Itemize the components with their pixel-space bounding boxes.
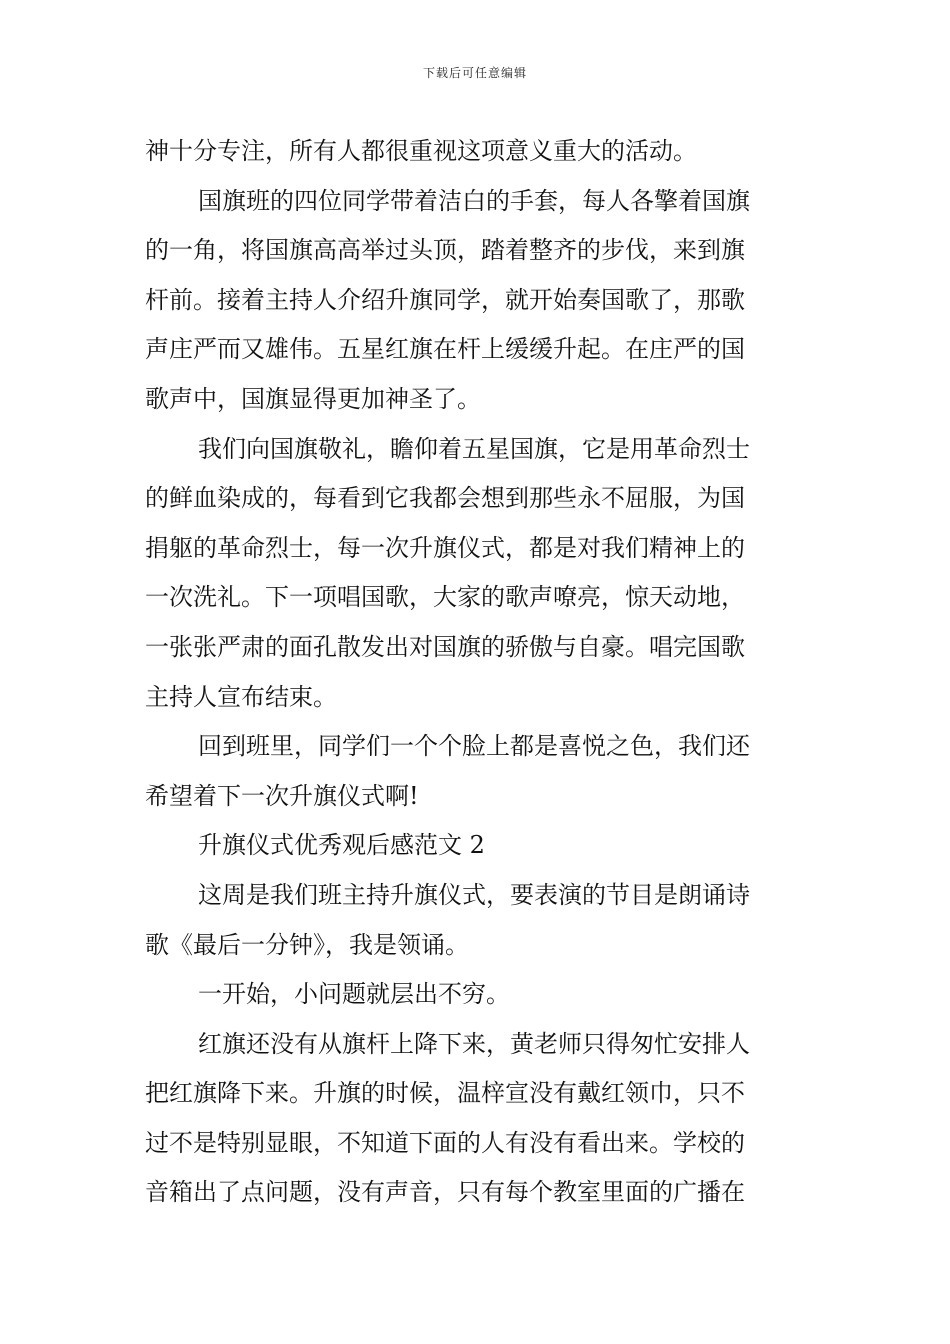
text-line: 一次洗礼。下一项唱国歌，大家的歌声嘹亮，惊天动地， (145, 583, 745, 612)
paragraph-start-line: 红旗还没有从旗杆上降下来，黄老师只得匆忙安排人 (198, 1029, 750, 1058)
text-line: 捐躯的革命烈士，每一次升旗仪式，都是对我们精神上的 (145, 533, 745, 562)
page-header: 下载后可任意编辑 (422, 66, 527, 80)
section-heading: 升旗仪式优秀观后感范文 2 (198, 831, 485, 860)
text-line: 神十分专注，所有人都很重视这项意义重大的活动。 (145, 137, 697, 165)
document-body (145, 127, 807, 1218)
paragraph-start-line: 这周是我们班主持升旗仪式，要表演的节目是朗诵诗 (198, 880, 750, 909)
paragraph-start-line: 一开始，小问题就层出不穷。 (198, 980, 510, 1009)
text-line: 希望着下一次升旗仪式啊! (145, 781, 419, 810)
text-line: 主持人宣布结束。 (145, 682, 337, 711)
paragraph-start-line: 我们向国旗敬礼，瞻仰着五星国旗，它是用革命烈士 (198, 434, 750, 463)
text-line: 的一角，将国旗高高举过头顶，踏着整齐的步伐，来到旗 (145, 236, 745, 265)
text-line: 声庄严而又雄伟。五星红旗在杆上缓缓升起。在庄严的国 (145, 335, 745, 364)
text-line: 歌《最后一分钟》，我是领诵。 (145, 930, 469, 959)
text-line: 歌声中，国旗显得更加神圣了。 (145, 384, 481, 413)
text-line: 的鲜血染成的，每看到它我都会想到那些永不屈服，为国 (145, 484, 745, 513)
text-line: 音箱出了点问题，没有声音，只有每个教室里面的广播在 (145, 1178, 745, 1207)
text-line: 过不是特别显眼，不知道下面的人有没有看出来。学校的 (145, 1128, 745, 1157)
paragraph-start-line: 国旗班的四位同学带着洁白的手套，每人各擎着国旗 (198, 186, 750, 215)
text-line: 杆前。接着主持人介绍升旗同学，就开始奏国歌了，那歌 (145, 285, 745, 314)
text-line: 把红旗降下来。升旗的时候，温梓宣没有戴红领巾，只不 (145, 1079, 745, 1108)
text-line: 一张张严肃的面孔散发出对国旗的骄傲与自豪。唱完国歌 (145, 632, 745, 661)
paragraph-start-line: 回到班里，同学们一个个脸上都是喜悦之色，我们还 (198, 732, 750, 761)
